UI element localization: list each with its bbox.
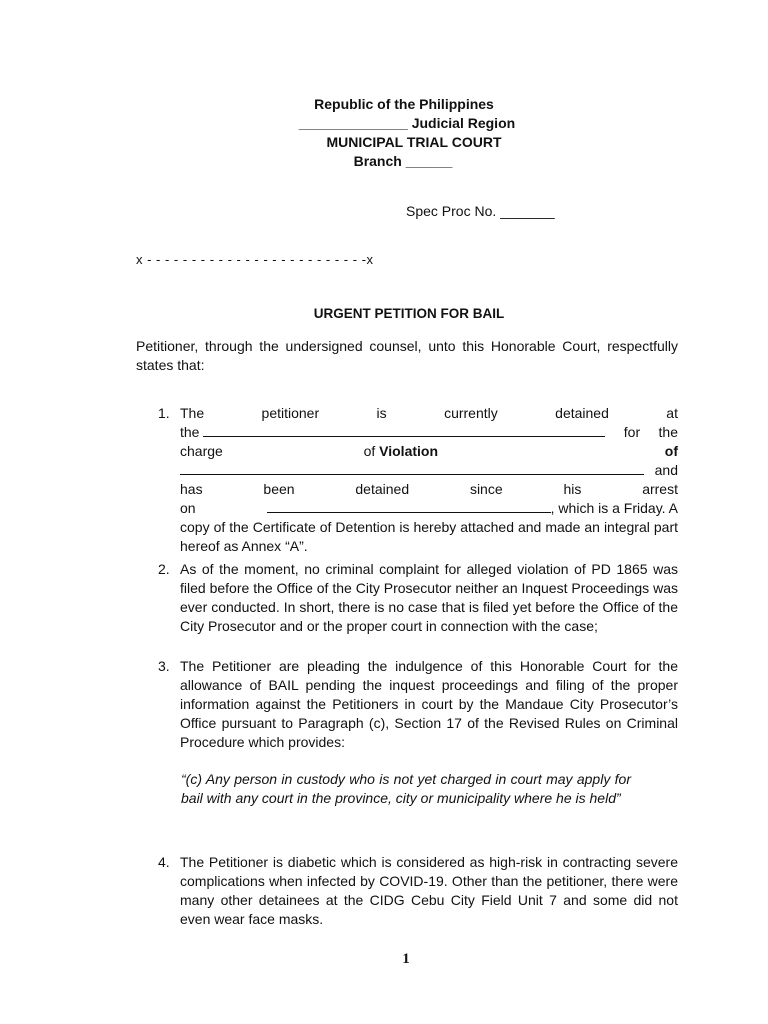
word: been bbox=[263, 481, 295, 497]
header-court: MUNICIPAL TRIAL COURT bbox=[326, 134, 502, 150]
court-header bbox=[0, 95, 768, 171]
friday-text: , which is a Friday. A bbox=[550, 500, 678, 516]
word: at bbox=[666, 405, 678, 421]
item-1-body bbox=[180, 404, 678, 556]
item-3-body: The Petitioner are pleading the indulgence of this Honorable Court for the allowance of BAIL pending the inquest proceedings and filing of the proper information against the Petitioners in court by the Mandaue City Prosecutor’s Office pursuant to Paragraph (c), Section 17 of the Revised Rules on Criminal Procedure which provides: bbox=[180, 658, 678, 750]
violation-label: Violation bbox=[379, 443, 439, 459]
word: the bbox=[180, 424, 200, 440]
petition-title: URGENT PETITION FOR BAIL bbox=[313, 306, 505, 321]
word: of bbox=[363, 443, 376, 459]
word: charge bbox=[180, 443, 223, 459]
item-1-rest: copy of the Certificate of Detention is hereby attached and made an integral part hereof as Annex “A”. bbox=[180, 519, 678, 554]
item-number: 3. bbox=[158, 658, 170, 674]
item-1-line-4 bbox=[180, 461, 678, 480]
list-item-4 bbox=[158, 853, 678, 929]
word: his bbox=[563, 481, 582, 497]
word: since bbox=[469, 481, 503, 497]
list-item-3 bbox=[158, 657, 678, 752]
item-1-line-2 bbox=[180, 423, 678, 442]
word: and bbox=[654, 462, 678, 478]
word: arrest bbox=[642, 481, 678, 497]
word: petitioner bbox=[261, 405, 320, 421]
line-segment bbox=[364, 442, 524, 461]
word: for bbox=[623, 424, 641, 440]
blank-detention-place bbox=[203, 423, 605, 437]
line-segment bbox=[180, 423, 605, 442]
quoted-rule: “(c) Any person in custody who is not yet charged in court may apply for bail with any court in the province, city or municipality where he is held” bbox=[181, 771, 631, 806]
blank-arrest-date bbox=[267, 499, 551, 513]
line-segment bbox=[267, 499, 678, 518]
header-branch: Branch ______ bbox=[353, 153, 453, 169]
page-number: 1 bbox=[402, 951, 410, 967]
list-item-1 bbox=[158, 404, 678, 556]
item-1-line-1 bbox=[180, 404, 678, 423]
word: The bbox=[180, 405, 205, 421]
header-republic: Republic of the Philippines bbox=[314, 96, 494, 112]
word: is bbox=[376, 405, 387, 421]
word: has bbox=[180, 481, 203, 497]
word: detained bbox=[555, 405, 609, 421]
header-judicial-region: ______________ Judicial Region bbox=[298, 115, 516, 131]
item-1-line-3 bbox=[180, 442, 678, 461]
item-number: 4. bbox=[158, 854, 170, 870]
item-number: 1. bbox=[158, 405, 170, 421]
item-4-body: The Petitioner is diabetic which is considered as high-risk in contracting severe complications when infected by COVID-19. Other than the petitioner, there were many other detainees at the CIDG Cebu City Field Unit 7 and some did not even wear face masks. bbox=[180, 854, 678, 927]
word: the bbox=[658, 424, 678, 440]
blank-violation bbox=[180, 461, 644, 475]
item-1-line-6 bbox=[180, 499, 678, 518]
intro-paragraph: Petitioner, through the undersigned counsel, unto this Honorable Court, respectfully states that: bbox=[136, 338, 678, 373]
word: on bbox=[180, 500, 196, 516]
item-number: 2. bbox=[158, 561, 170, 577]
list-item-2 bbox=[158, 560, 678, 636]
word: of bbox=[664, 443, 678, 459]
spec-proc-number: Spec Proc No. _______ bbox=[406, 203, 555, 219]
word: detained bbox=[355, 481, 410, 497]
item-2-body: As of the moment, no criminal complaint for alleged violation of PD 1865 was filed before the Office of the City Prosecutor neither an Inquest Proceedings was ever conducted. In short, there is no case that is filed yet before the Office of the City Prosecutor and or the proper court in connection with the case; bbox=[180, 561, 678, 634]
word: currently bbox=[444, 405, 498, 421]
caption-separator: x - - - - - - - - - - - - - - - - - - - - - - - - -x bbox=[136, 252, 374, 267]
item-1-line-5 bbox=[180, 480, 678, 499]
